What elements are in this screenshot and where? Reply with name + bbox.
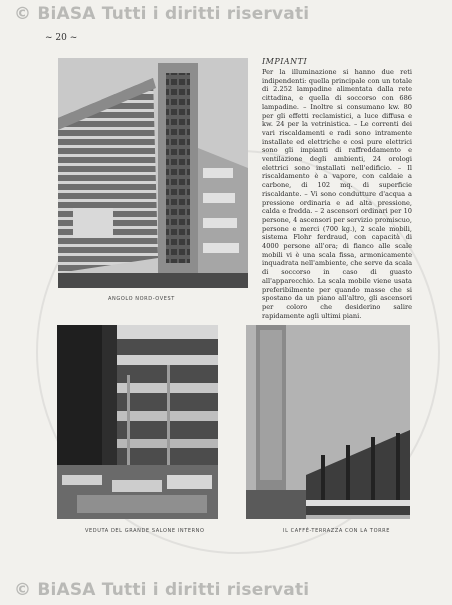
caption-photo-3: IL CAFFÈ-TERRAZZA CON LA TORRE bbox=[283, 528, 391, 534]
caption-photo-2: VEDUTA DEL GRANDE SALONE INTERNO bbox=[85, 528, 205, 534]
building-illustration bbox=[58, 58, 248, 288]
watermark-top: © BiASA Tutti i diritti riservati bbox=[14, 4, 310, 24]
interior-illustration bbox=[57, 325, 218, 519]
section-title: IMPIANTI bbox=[262, 57, 308, 66]
body-text: Per la illuminazione si hanno due reti indipendenti: quella principale con un totale di 2.252 lampadine alimentata dalla rete cittadina, e quella di soccorso con 686 lampadine. – Inoltre si consumano kw. 80 per gli effetti reclamistici, a luce diffusa e kw. 24 per la vetrinistica. – Le correnti dei vari riscaldamenti e radi sono intramente installate ed elettriche e così pure elettrici sono gli impianti di raffreddamento e ventilazione degli ambienti, 24 orologi elettrici sono installati nell'edificio. – Il riscaldamento è a vapore, con caldaie a carbone, di 102 mq. di superficie riscaldante. – Vi sono condutture d'acqua a pressione ordinaria e ad alta pressione, calda e fredda. – 2 ascensori ordinari per 10 persone, 4 ascensori per servizio promiscuo, persone e merci (700 kg.), 2 scale mobili, sistema Flohr ferdraud, con capacità di 4000 persone all'ora; di fianco alle scale mobili vi è una scala fissa, armonicamente inquadrata nell'ambiente, che serve da scala di soccorso in caso di guasto all'apparecchio. La scala mobile viene usata preferibilmente per quando masse che si spostano da un piano all'altro, gli ascensori per coloro che desiderino salire rapidamente agli ultimi piani. bbox=[262, 68, 412, 320]
photo-building-corner bbox=[58, 58, 248, 288]
photo-interior-hall bbox=[57, 325, 218, 519]
watermark-bottom: © BiASA Tutti i diritti riservati bbox=[14, 580, 310, 600]
page-number: ~ 20 ~ bbox=[45, 33, 78, 43]
photo-cafe-terrace bbox=[246, 325, 410, 519]
caption-photo-1: ANGOLO NORD-OVEST bbox=[108, 296, 175, 302]
terrace-illustration bbox=[246, 325, 410, 519]
